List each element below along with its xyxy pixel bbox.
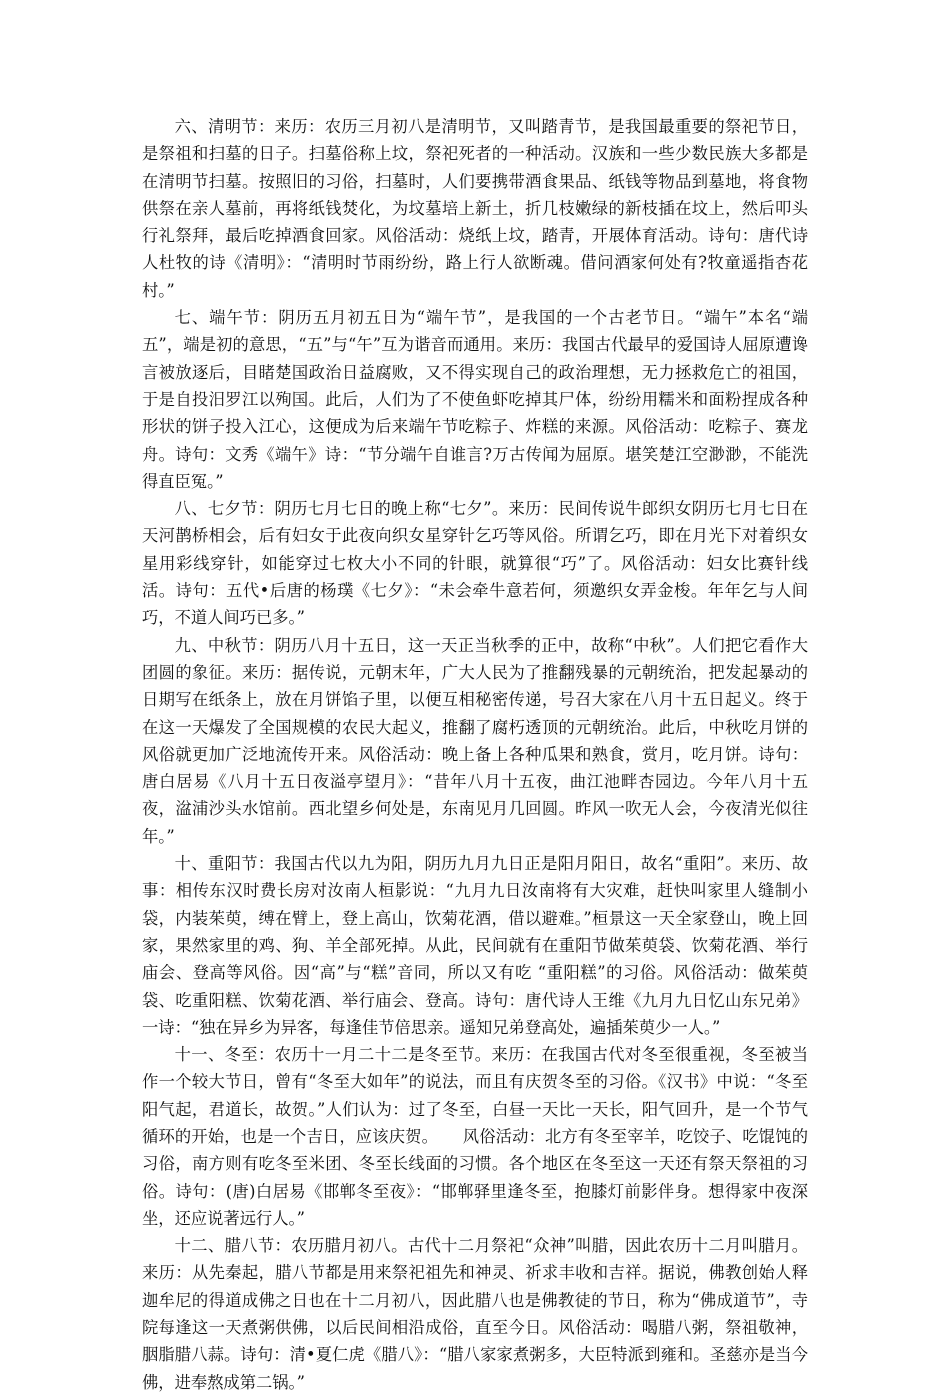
paragraph-duanwu: 七、端午节：阴历五月初五日为“端午节”，是我国的一个古老节日。“端午”本名“端五”，端是初的意思，“五”与“午”互为谐音而通用。来历：我国古代最早的爱国诗人屈原遭谗言被放逐后，目睹楚国政治日益腐败，又不得实现自己的政治理想，无力拯救危亡的祖国，于是自投汨罗江以殉国。此后，人们为了不使鱼虾吃掉其尸体，纷纷用糯米和面粉捏成各种形状的饼子投入江心，这便成为后来端午节吃粽子、炸糕的来源。风俗活动：吃粽子、赛龙舟。诗句：文秀《端午》诗：“节分端午自谁言?万古传闻为屈原。堪笑楚江空渺渺，不能洗得直臣冤。”: [142, 308, 808, 491]
paragraph-zhongqiu: 九、中秋节：阴历八月十五日，这一天正当秋季的正中，故称“中秋”。人们把它看作大团圆的象征。来历：据传说，元朝末年，广大人民为了推翻残暴的元朝统治，把发起暴动的日期写在纸条上，放在月饼馅子里，以便互相秘密传递，号召大家在八月十五日起义。终于在这一天爆发了全国规模的农民大起义，推翻了腐朽透顶的元朝统治。此后，中秋吃月饼的风俗就更加广泛地流传开来。风俗活动：晚上备上各种瓜果和熟食，赏月，吃月饼。诗句：唐白居易《八月十五日夜溢亭望月》：“昔年八月十五夜，曲江池畔杏园边。今年八月十五夜，湓浦沙头水馆前。西北望乡何处是，东南见月几回圆。昨风一吹无人会，今夜清光似往年。”: [142, 635, 808, 846]
paragraph-dongzhi: 十一、冬至：农历十一月二十二是冬至节。来历：在我国古代对冬至很重视，冬至被当作一个较大节日，曾有“冬至大如年”的说法，而且有庆贺冬至的习俗。《汉书》中说：“冬至阳气起，君道长，故贺。”人们认为：过了冬至，白昼一天比一天长，阳气回升，是一个节气循环的开始，也是一个吉日，应该庆贺。 风俗活动：北方有冬至宰羊，吃饺子、吃馄饨的习俗，南方则有吃冬至米团、冬至长线面的习惯。各个地区在冬至这一天还有祭天祭祖的习俗。诗句：(唐)白居易《邯郸冬至夜》：“邯郸驿里逢冬至，抱膝灯前影伴身。想得家中夜深坐，还应说著远行人。”: [142, 1045, 808, 1228]
paragraph-chongyang: 十、重阳节：我国古代以九为阳，阴历九月九日正是阳月阳日，故名“重阳”。来历、故事：相传东汉时费长房对汝南人桓影说：“九月九日汝南将有大灾难，赶快叫家里人缝制小袋，内装茱萸，缚在臂上，登上高山，饮菊花酒，借以避难。”桓景这一天全家登山，晚上回家，果然家里的鸡、狗、羊全部死掉。从此，民间就有在重阳节做茱萸袋、饮菊花酒、举行庙会、登高等风俗。因“高”与“糕”音同，所以又有吃 “重阳糕”的习俗。风俗活动：做茱萸袋、吃重阳糕、饮菊花酒、举行庙会、登高。诗句：唐代诗人王维《九月九日忆山东兄弟》一诗：“独在异乡为异客，每逢佳节倍思亲。遥知兄弟登高处，遍插茱萸少一人。”: [142, 854, 808, 1037]
document-body: [142, 113, 808, 1396]
paragraph-qingming: 六、清明节：来历：农历三月初八是清明节，又叫踏青节，是我国最重要的祭祀节日，是祭祖和扫墓的日子。扫墓俗称上坟，祭祀死者的一种活动。汉族和一些少数民族大多都是在清明节扫墓。按照旧的习俗，扫墓时，人们要携带酒食果品、纸钱等物品到墓地，将食物供祭在亲人墓前，再将纸钱焚化，为坟墓培上新土，折几枝嫩绿的新枝插在坟上，然后叩头行礼祭拜，最后吃掉酒食回家。风俗活动：烧纸上坟，踏青，开展体育活动。诗句：唐代诗人杜牧的诗《清明》：“清明时节雨纷纷，路上行人欲断魂。借问酒家何处有?牧童遥指杏花村。”: [142, 117, 808, 300]
paragraph-qixi: 八、七夕节：阴历七月七日的晚上称“七夕”。来历：民间传说牛郎织女阴历七月七日在天河鹊桥相会，后有妇女于此夜向织女星穿针乞巧等风俗。所谓乞巧，即在月光下对着织女星用彩线穿针，如能穿过七枚大小不同的针眼，就算很“巧”了。风俗活动：妇女比赛针线活。诗句：五代•后唐的杨璞《七夕》：“未会牵牛意若何，须邀织女弄金梭。年年乞与人间巧，不道人间巧已多。”: [142, 499, 808, 628]
paragraph-laba: 十二、腊八节：农历腊月初八。古代十二月祭祀“众神”叫腊，因此农历十二月叫腊月。来历：从先秦起，腊八节都是用来祭祀祖先和神灵、祈求丰收和吉祥。据说，佛教创始人释迦牟尼的得道成佛之日也在十二月初八，因此腊八也是佛教徒的节日，称为“佛成道节”，寺院每逢这一天煮粥供佛，以后民间相沿成俗，直至今日。风俗活动：喝腊八粥，祭祖敬神，胭脂腊八蒜。诗句：清•夏仁虎《腊八》：“腊八家家煮粥多，大臣特派到雍和。圣慈亦是当今佛，进奉熬成第二锅。”: [142, 1236, 808, 1392]
